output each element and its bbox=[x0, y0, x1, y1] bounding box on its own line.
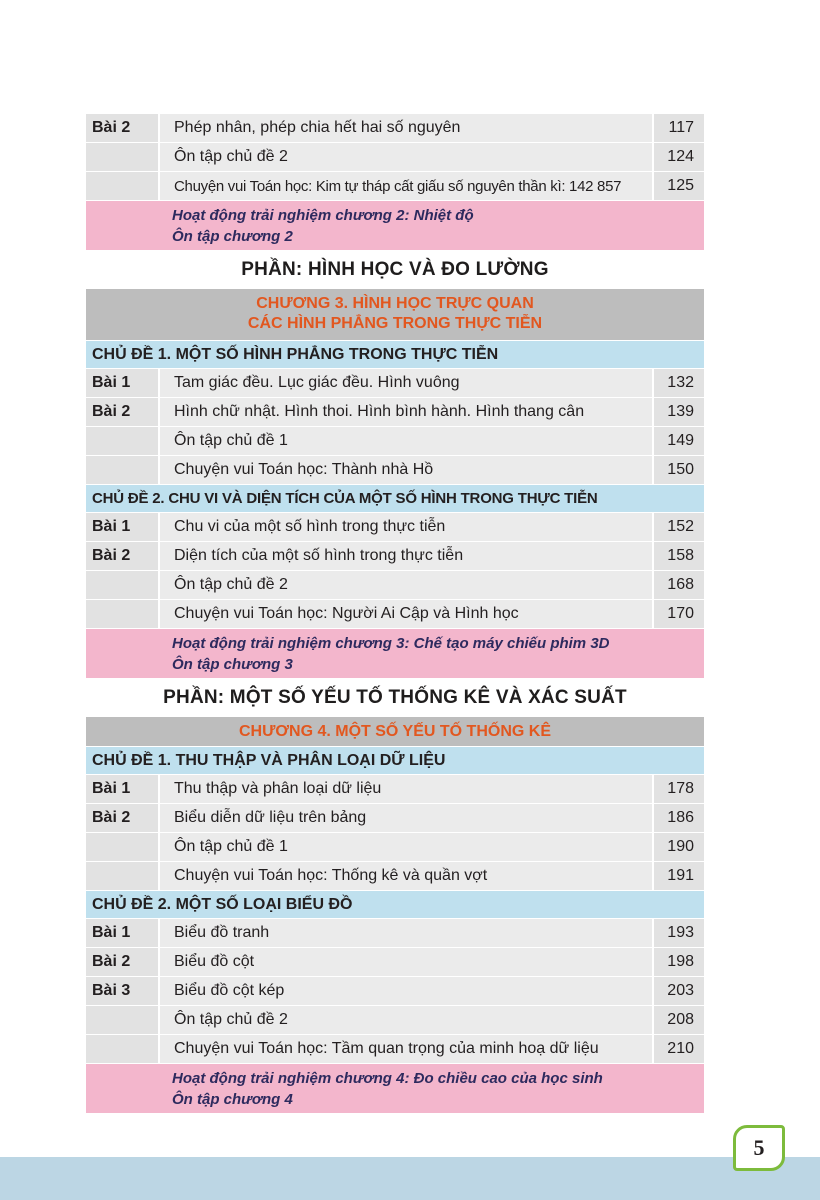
lesson-label bbox=[86, 456, 158, 484]
lesson-label bbox=[86, 833, 158, 861]
chapter-title-line: CÁC HÌNH PHẲNG TRONG THỰC TIỄN bbox=[247, 315, 543, 332]
lesson-title: Ôn tập chủ đề 1 bbox=[158, 833, 654, 861]
lesson-title: Chuyện vui Toán học: Kim tự tháp cất giấu số nguyên thần kì: 142 857 bbox=[158, 172, 654, 200]
page-ref: 117 bbox=[654, 114, 704, 142]
footer-band bbox=[0, 1157, 820, 1200]
toc-row bbox=[86, 948, 704, 977]
lesson-title: Ôn tập chủ đề 2 bbox=[158, 143, 654, 171]
page-ref: 208 bbox=[654, 1006, 704, 1034]
topic-heading: CHỦ ĐỀ 1. MỘT SỐ HÌNH PHẲNG TRONG THỰC TIỄN bbox=[86, 341, 704, 369]
chapter-4-heading bbox=[86, 717, 704, 747]
toc-row bbox=[86, 571, 704, 600]
page-ref: 125 bbox=[654, 172, 704, 200]
chapter-3-heading bbox=[86, 289, 704, 341]
toc-row bbox=[86, 919, 704, 948]
page-ref: 203 bbox=[654, 977, 704, 1005]
lesson-label bbox=[86, 143, 158, 171]
lesson-title: Ôn tập chủ đề 1 bbox=[158, 427, 654, 455]
lesson-label: Bài 3 bbox=[86, 977, 158, 1005]
lesson-title: Chuyện vui Toán học: Thành nhà Hồ bbox=[158, 456, 654, 484]
topic-heading: CHỦ ĐỀ 2. MỘT SỐ LOẠI BIỂU ĐỒ bbox=[86, 891, 704, 919]
chapter-title-line: CHƯƠNG 3. HÌNH HỌC TRỰC QUAN bbox=[256, 295, 534, 312]
part-heading-statistics: PHẦN: MỘT SỐ YẾU TỐ THỐNG KÊ VÀ XÁC SUẤT bbox=[163, 687, 627, 708]
lesson-title: Biểu đồ cột bbox=[158, 948, 654, 976]
review-line: Ôn tập chương 2 bbox=[172, 228, 293, 245]
lesson-title: Biểu diễn dữ liệu trên bảng bbox=[158, 804, 654, 832]
lesson-label: Bài 1 bbox=[86, 369, 158, 397]
toc-row bbox=[86, 542, 704, 571]
toc-row bbox=[86, 114, 704, 143]
lesson-title: Chuyện vui Toán học: Tầm quan trọng của minh hoạ dữ liệu bbox=[158, 1035, 654, 1063]
toc-row bbox=[86, 862, 704, 891]
page-ref: 150 bbox=[654, 456, 704, 484]
toc-row bbox=[86, 513, 704, 542]
part-heading-geometry: PHẦN: HÌNH HỌC VÀ ĐO LƯỜNG bbox=[241, 259, 549, 280]
toc-row bbox=[86, 1035, 704, 1064]
review-line: Ôn tập chương 4 bbox=[172, 1091, 293, 1108]
lesson-label: Bài 2 bbox=[86, 804, 158, 832]
page-ref: 193 bbox=[654, 919, 704, 947]
lesson-title: Hình chữ nhật. Hình thoi. Hình bình hành. Hình thang cân bbox=[158, 398, 654, 426]
toc-row bbox=[86, 427, 704, 456]
page-ref: 210 bbox=[654, 1035, 704, 1063]
chapter-activity-box bbox=[86, 1064, 704, 1114]
lesson-label bbox=[86, 172, 158, 200]
toc-row bbox=[86, 833, 704, 862]
toc-row bbox=[86, 143, 704, 172]
toc-row bbox=[86, 600, 704, 629]
lesson-title: Biểu đồ tranh bbox=[158, 919, 654, 947]
page-ref: 124 bbox=[654, 143, 704, 171]
lesson-title: Chuyện vui Toán học: Thống kê và quần vợt bbox=[158, 862, 654, 890]
page-ref: 149 bbox=[654, 427, 704, 455]
chapter-title-line: CHƯƠNG 4. MỘT SỐ YẾU TỐ THỐNG KÊ bbox=[239, 723, 551, 740]
toc-row bbox=[86, 1006, 704, 1035]
page-ref: 158 bbox=[654, 542, 704, 570]
page-ref: 152 bbox=[654, 513, 704, 541]
lesson-label bbox=[86, 862, 158, 890]
lesson-label bbox=[86, 571, 158, 599]
lesson-title: Biểu đồ cột kép bbox=[158, 977, 654, 1005]
chapter-activity-box bbox=[86, 201, 704, 251]
lesson-title: Chu vi của một số hình trong thực tiễn bbox=[158, 513, 654, 541]
page-ref: 139 bbox=[654, 398, 704, 426]
lesson-title: Phép nhân, phép chia hết hai số nguyên bbox=[158, 114, 654, 142]
lesson-label bbox=[86, 427, 158, 455]
lesson-label: Bài 2 bbox=[86, 542, 158, 570]
toc-row bbox=[86, 172, 704, 201]
lesson-label: Bài 1 bbox=[86, 513, 158, 541]
page-ref: 170 bbox=[654, 600, 704, 628]
lesson-title: Ôn tập chủ đề 2 bbox=[158, 571, 654, 599]
page-ref: 178 bbox=[654, 775, 704, 803]
lesson-label bbox=[86, 600, 158, 628]
lesson-title: Tam giác đều. Lục giác đều. Hình vuông bbox=[158, 369, 654, 397]
lesson-label: Bài 1 bbox=[86, 919, 158, 947]
review-line: Ôn tập chương 3 bbox=[172, 656, 293, 673]
page-ref: 168 bbox=[654, 571, 704, 599]
toc-row bbox=[86, 456, 704, 485]
table-of-contents bbox=[86, 114, 704, 1114]
toc-row bbox=[86, 977, 704, 1006]
chapter-activity-box bbox=[86, 629, 704, 679]
topic-heading: CHỦ ĐỀ 2. CHU VI VÀ DIỆN TÍCH CỦA MỘT SỐ HÌNH TRONG THỰC TIỄN bbox=[86, 485, 704, 513]
activity-line: Hoạt động trải nghiệm chương 4: Đo chiều cao của học sinh bbox=[172, 1070, 603, 1087]
page-ref: 186 bbox=[654, 804, 704, 832]
activity-line: Hoạt động trải nghiệm chương 3: Chế tạo máy chiếu phim 3D bbox=[172, 635, 610, 652]
lesson-title: Ôn tập chủ đề 2 bbox=[158, 1006, 654, 1034]
lesson-title: Diện tích của một số hình trong thực tiễn bbox=[158, 542, 654, 570]
lesson-label: Bài 2 bbox=[86, 398, 158, 426]
page-ref: 191 bbox=[654, 862, 704, 890]
toc-row bbox=[86, 369, 704, 398]
lesson-title: Thu thập và phân loại dữ liệu bbox=[158, 775, 654, 803]
page-ref: 198 bbox=[654, 948, 704, 976]
page-number: 5 bbox=[733, 1125, 785, 1171]
toc-row bbox=[86, 775, 704, 804]
page-ref: 190 bbox=[654, 833, 704, 861]
toc-row bbox=[86, 398, 704, 427]
lesson-label bbox=[86, 1006, 158, 1034]
toc-row bbox=[86, 804, 704, 833]
lesson-label: Bài 2 bbox=[86, 948, 158, 976]
lesson-label: Bài 2 bbox=[86, 114, 158, 142]
lesson-title: Chuyện vui Toán học: Người Ai Cập và Hình học bbox=[158, 600, 654, 628]
page-ref: 132 bbox=[654, 369, 704, 397]
topic-heading: CHỦ ĐỀ 1. THU THẬP VÀ PHÂN LOẠI DỮ LIỆU bbox=[86, 747, 704, 775]
lesson-label: Bài 1 bbox=[86, 775, 158, 803]
activity-line: Hoạt động trải nghiệm chương 2: Nhiệt độ bbox=[172, 207, 474, 224]
lesson-label bbox=[86, 1035, 158, 1063]
